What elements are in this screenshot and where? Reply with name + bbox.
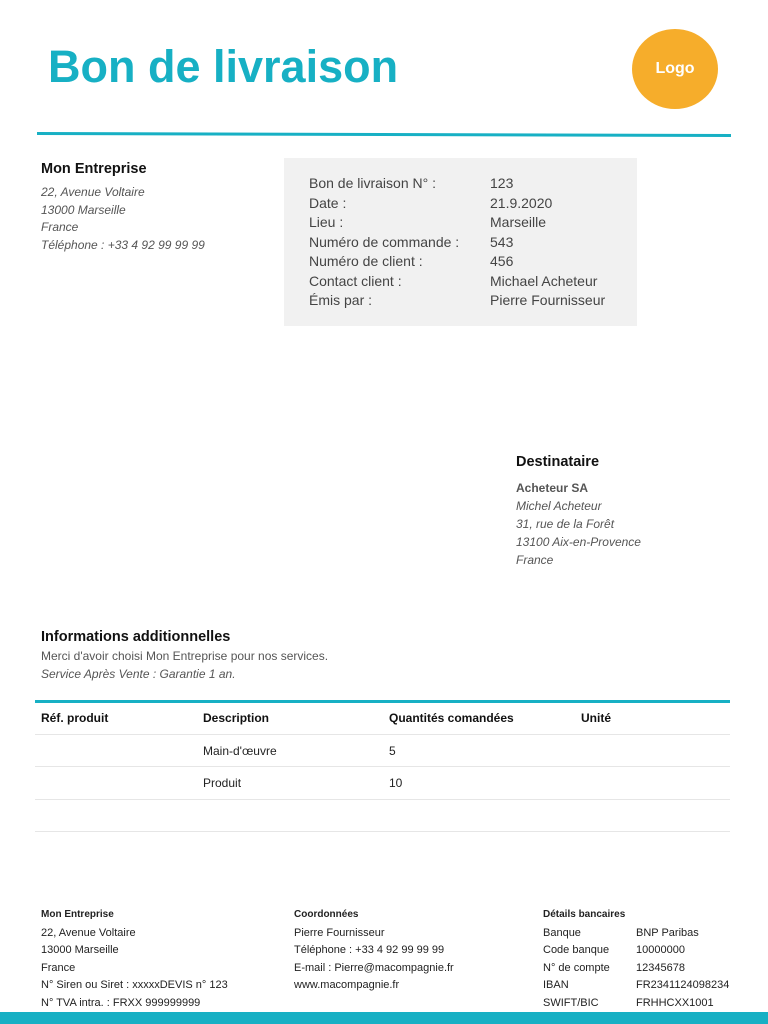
info-row-order-number [309,234,513,250]
footer-company-siren: N° Siren ou Siret : xxxxxDEVIS n° 123 [41,979,228,991]
footer-bank-heading: Détails bancaires [543,909,626,920]
header-divider [37,132,731,137]
bank-row [543,977,729,995]
info-label: Date : [309,194,347,211]
info-value: 21.9.2020 [490,194,553,211]
company-logo [632,29,718,109]
cell-quantity: 10 [389,776,403,790]
row-divider [35,766,730,767]
document-title: Bon de livraison [48,41,399,92]
additional-info-text: Merci d'avoir choisi Mon Entreprise pour nos services. [41,649,329,663]
cell-quantity: 5 [389,744,396,758]
info-value: Pierre Fournisseur [490,292,606,308]
info-label: Émis par : [309,292,373,308]
sender-phone: Téléphone : +33 4 92 99 99 99 [41,238,205,253]
info-label: Lieu : [309,214,344,230]
sender-name: Mon Entreprise [41,161,147,177]
bank-label: SWIFT/BIC [543,996,599,1009]
info-label: Bon de livraison N° : [309,175,436,191]
row-divider [35,799,730,800]
row-divider [35,734,730,735]
bank-value: BNP Paribas [636,926,699,939]
bank-row [543,925,729,943]
info-row-place [309,214,546,230]
recipient-line: Michel Acheteur [516,499,602,513]
sender-address-line: 22, Avenue Voltaire [41,185,145,199]
additional-info [41,629,541,683]
footer-bank [543,906,729,1012]
info-value: 456 [490,253,514,269]
row-divider [35,831,730,832]
bank-value: FRHHCXX1001 [636,996,714,1009]
table-top-divider [35,700,730,703]
logo-text: Logo [655,60,695,77]
info-label: Contact client : [309,272,402,289]
column-header-quantity: Quantités comandées [389,711,514,725]
additional-info-heading: Informations additionnelles [41,629,231,645]
cell-description: Produit [203,776,242,790]
footer-company-line: 13000 Marseille [41,944,119,956]
footer-contact-email: E-mail : Pierre@macompagnie.fr [294,961,454,974]
footer-company-heading: Mon Entreprise [41,909,114,920]
recipient-line: 31, rue de la Forêt [516,517,615,531]
sender-address-line: 13000 Marseille [41,202,126,217]
bank-row [543,960,729,978]
bank-value: 12345678 [636,961,685,974]
info-label: Numéro de commande : [309,233,460,250]
bank-value: 10000000 [636,944,685,956]
recipient-block [516,454,746,569]
footer-contact [294,906,454,995]
sender-block [41,161,271,255]
recipient-line: 13100 Aix-en-Provence [516,535,641,549]
footer-company-line: France [41,961,76,974]
footer-company [41,906,228,1012]
column-header-ref: Réf. produit [41,711,109,725]
footer-company-line: 22, Avenue Voltaire [41,926,136,939]
bank-row [543,995,729,1013]
column-header-unit: Unité [581,711,611,725]
info-value: Marseille [490,214,547,230]
footer-bar [0,1012,768,1024]
info-row-date [309,195,552,211]
footer-contact-name: Pierre Fournisseur [294,926,385,939]
footer-contact-heading: Coordonnées [294,909,359,920]
info-row-client-contact [309,273,597,289]
info-label: Numéro de client : [309,253,423,269]
footer-company-vat: N° TVA intra. : FRXX 999999999 [41,996,201,1009]
delivery-info-box [284,158,637,326]
bank-label: N° de compte [543,961,610,974]
info-row-issued-by [309,292,605,308]
bank-label: Code banque [543,944,610,956]
bank-label: Banque [543,926,581,939]
additional-info-warranty: Service Après Vente : Garantie 1 an. [41,667,236,681]
bank-row [543,942,729,960]
footer-contact-website: www.macompagnie.fr [294,979,400,991]
recipient-line: France [516,553,554,567]
footer-contact-phone: Téléphone : +33 4 92 99 99 99 [294,944,445,956]
bank-label: IBAN [543,979,569,991]
info-value: 123 [490,175,514,191]
recipient-heading: Destinataire [516,454,600,470]
sender-address-line: France [41,220,79,235]
recipient-company: Acheteur SA [516,481,589,495]
bank-value: FR2341124098234 [636,979,730,991]
info-value: 543 [490,233,514,250]
column-header-description: Description [203,711,270,725]
info-row-client-number [309,253,513,269]
info-row-delivery-number [309,175,513,191]
info-value: Michael Acheteur [490,272,598,289]
cell-description: Main-d'œuvre [203,744,277,758]
